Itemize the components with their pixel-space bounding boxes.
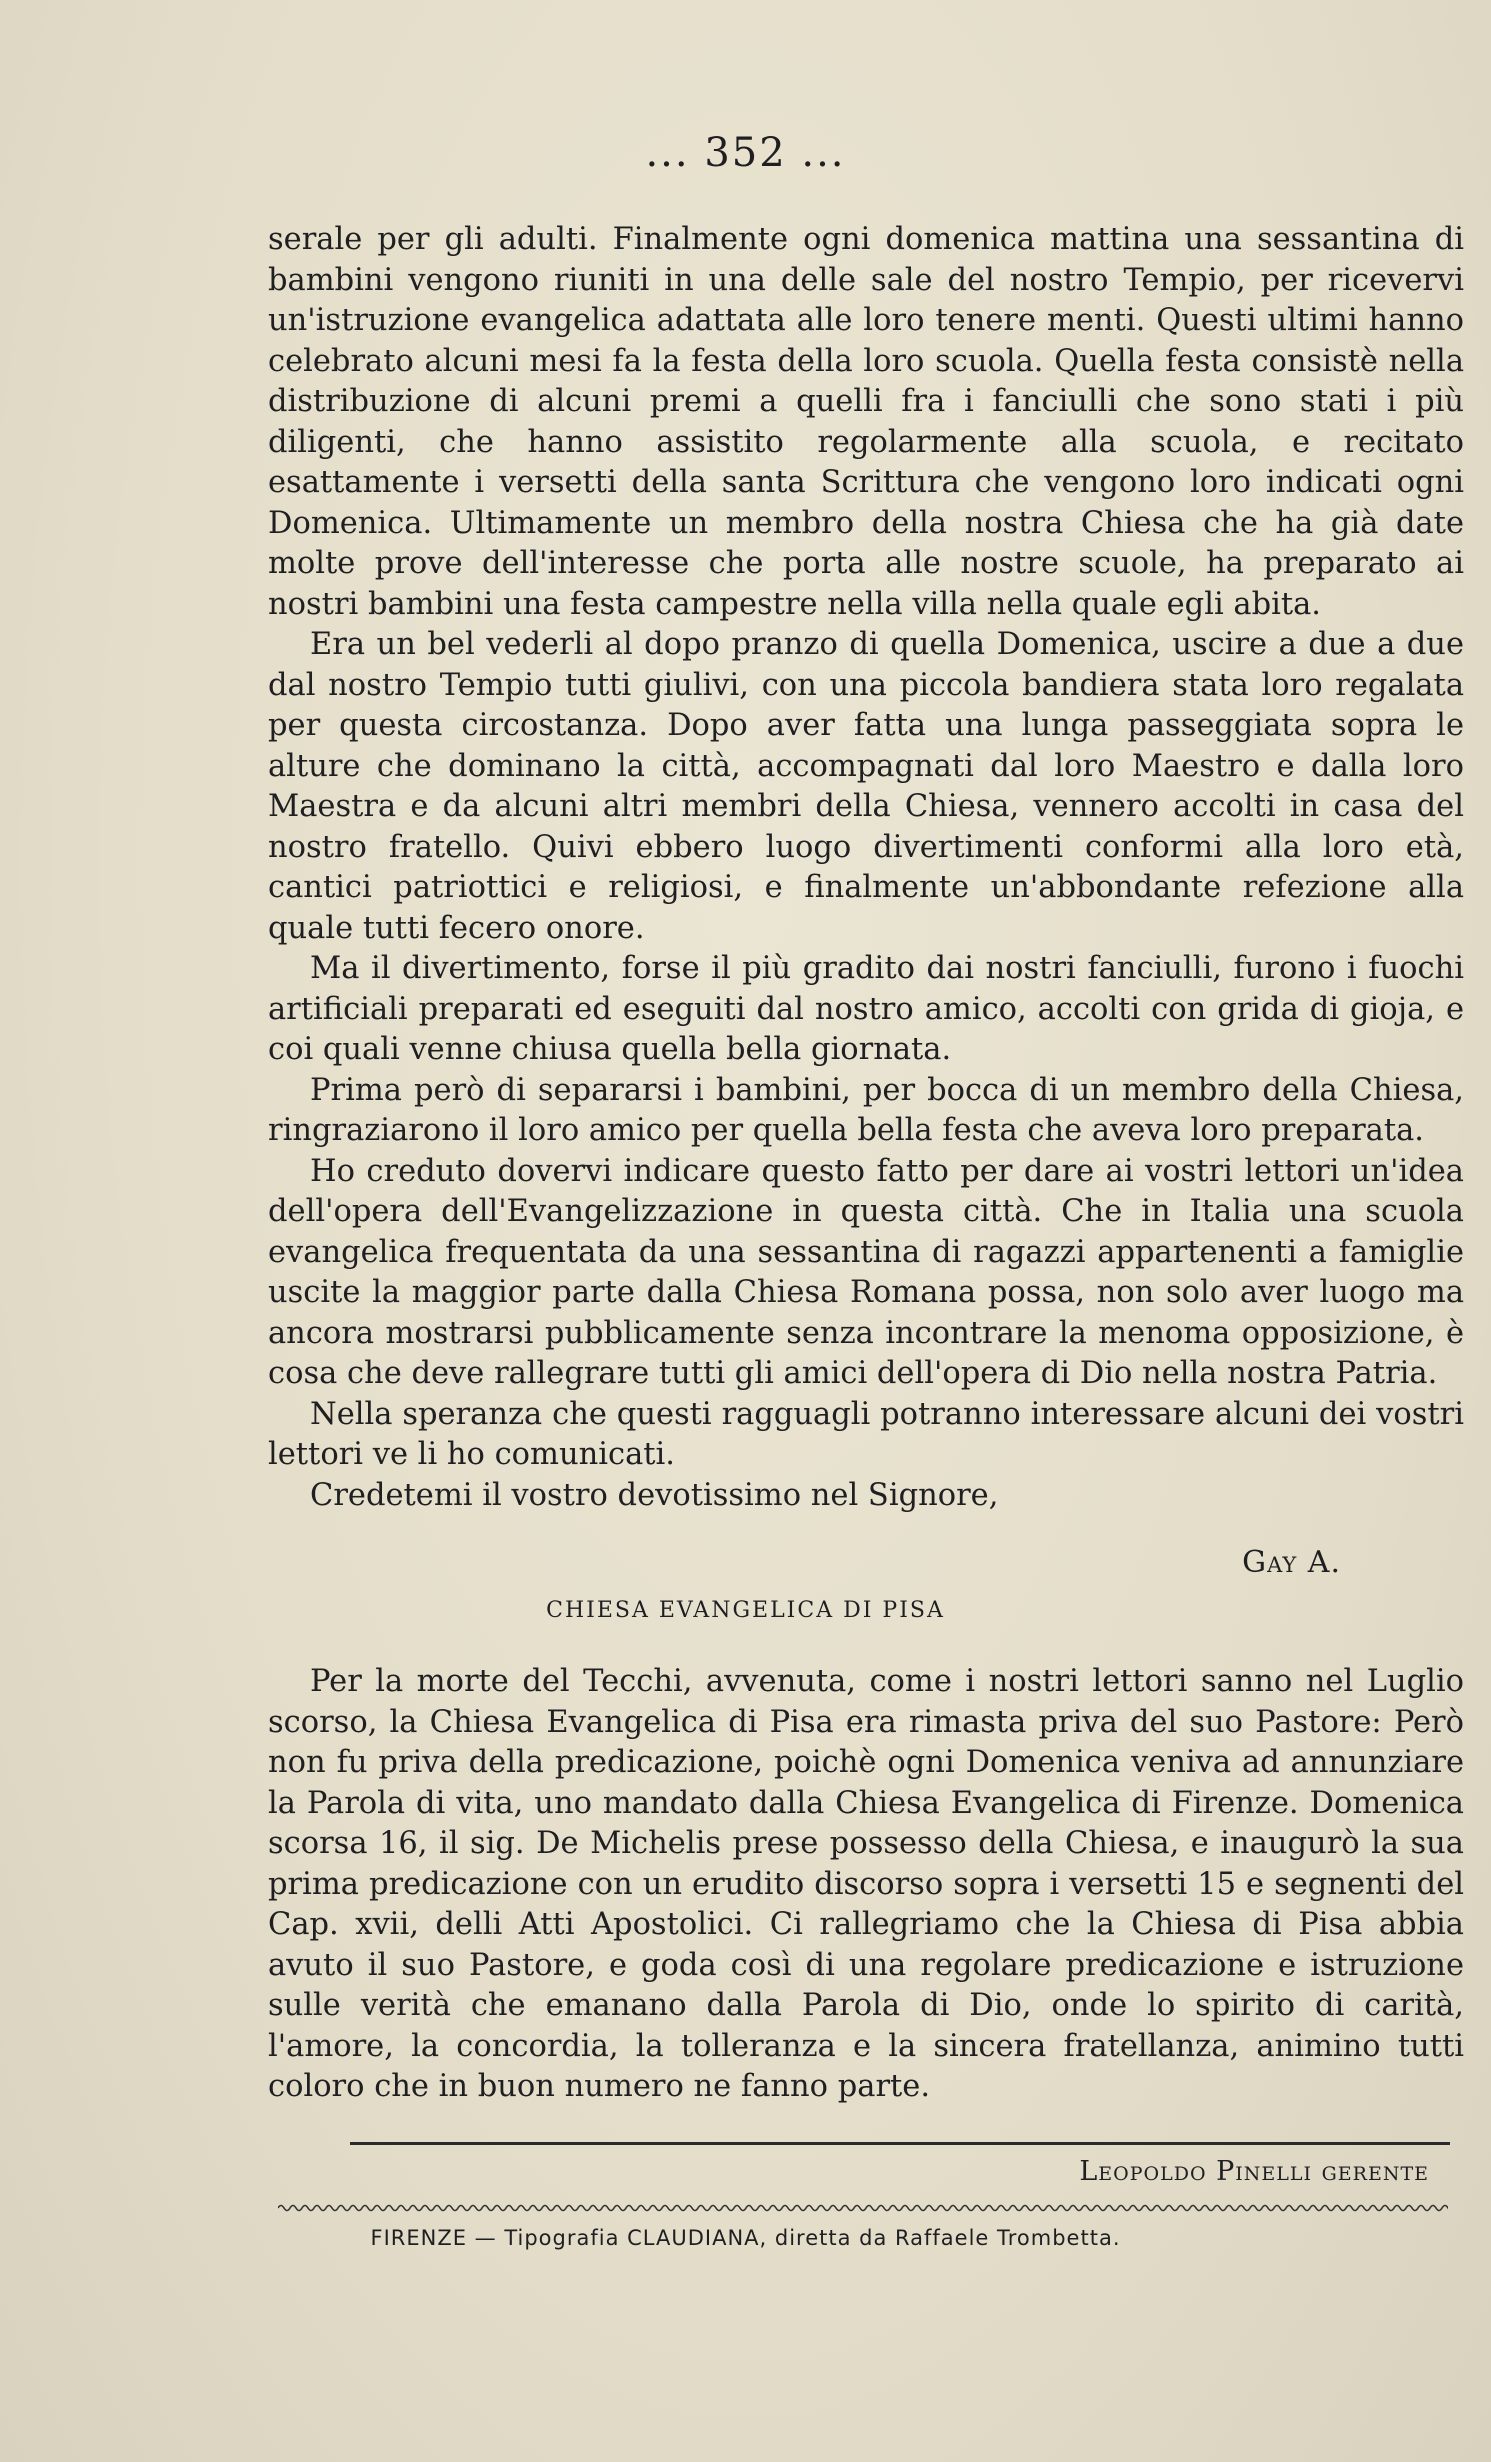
paragraph-fireworks: Ma il divertimento, forse il più gradito dai nostri fanciulli, furono i fuochi artificiali preparati ed eseguiti dal nostro amico, accolti con grida di gioja, e coi quali venne chiusa quella bella giornata. [268,951,1464,1067]
paragraph-outing: Era un bel vederli al dopo pranzo di quella Domenica, uscire a due a due dal nostro Tempio tutti giulivi, con una piccola bandiera stata loro regalata per questa circostanza. Dopo aver fatta una lunga passeggiata sopra le alture che dominano la città, accompagnati dal loro Maestro e dalla loro Maestra e da alcuni altri membri della Chiesa, vennero accolti in casa del nostro fratello. Quivi ebbero luogo divertimenti conformi alla loro età, cantici patriottici e religiosi, e finalmente un'abbondante refezione alla quale tutti fecero onore. [268,627,1464,946]
printer-line: FIRENZE — Tipografia CLAUDIANA, diretta da Raffaele Trombetta. [370,2226,1121,2250]
section-heading: CHIESA EVANGELICA DI PISA [546,1598,945,1623]
manager-line: Leopoldo Pinelli gerente [1079,2156,1429,2187]
intro-paragraph: serale per gli adulti. Finalmente ogni domenica mattina una sessantina di bambini vengono riuniti in una delle sale del nostro Tempio, per ricevervi un'istruzione evangelica adattata alle loro tenere menti. Questi ultimi hanno celebrato alcuni mesi fa la festa della loro scuola. Quella festa consistè nella distribuzione di alcuni premi a quelli fra i fanciulli che sono stati i più diligenti, che hanno assistito regolarmente alla scuola, e recitato esattamente i versetti della santa Scrittura che vengono loro indicati ogni Domenica. Ultimamente un membro della nostra Chiesa che ha già date molte prove dell'interesse che porta alle nostre scuole, ha preparato ai nostri bambini una festa campestre nella villa nella quale egli abita. [268,222,1464,622]
paragraph-evangelization: Ho creduto dovervi indicare questo fatto per dare ai vostri lettori un'idea dell'opera dell'Evangelizzazione in questa città. Che in Italia una scuola evangelica frequentata da una sessantina di ragazzi appartenenti a famiglie uscite la maggior parte dalla Chiesa Romana possa, non solo aver luogo ma ancora mostrarsi pubblicamente senza incontrare la menoma opposizione, è cosa che deve rallegrare tutti gli amici dell'opera di Dio nella nostra Patria. [268,1153,1464,1391]
letter-body [268,220,1464,1516]
footer-rule [350,2142,1450,2145]
pisa-paragraph: Per la morte del Tecchi, avvenuta, come i nostri lettori sanno nel Luglio scorso, la Chiesa Evangelica di Pisa era rimasta priva del suo Pastore: Però non fu priva della predicazione, poichè ogni Domenica veniva ad annunziare la Parola di vita, uno mandato dalla Chiesa Evangelica di Firenze. Domenica scorsa 16, il sig. De Michelis prese possesso della Chiesa, e inaugurò la sua prima predicazione con un erudito discorso sopra i versetti 15 e segnenti del Cap. xvii, delli Atti Apostolici. Ci rallegriamo che la Chiesa di Pisa abbia avuto il suo Pastore, e goda così di una regolare predicazione e istruzione sulle verità che emanano dalla Parola di Dio, onde lo spirito di carità, l'amore, la concordia, la tolleranza e la sincera fratellanza, animino tutti coloro che in buon numero ne fanno parte. [268,1664,1464,2104]
pisa-article [268,1662,1464,2108]
page-number: ... 352 ... [645,130,846,176]
letter-signature: Gay A. [1242,1545,1341,1580]
paragraph-closing: Credetemi il vostro devotissimo nel Signore, [310,1477,999,1513]
wavy-divider [278,2200,1448,2216]
paragraph-thanks: Prima però di separarsi i bambini, per bocca di un membro della Chiesa, ringraziarono il loro amico per quella bella festa che aveva loro preparata. [268,1072,1464,1148]
paragraph-communication: Nella speranza che questi ragguagli potranno interessare alcuni dei vostri lettori ve li ho comunicati. [268,1396,1464,1472]
